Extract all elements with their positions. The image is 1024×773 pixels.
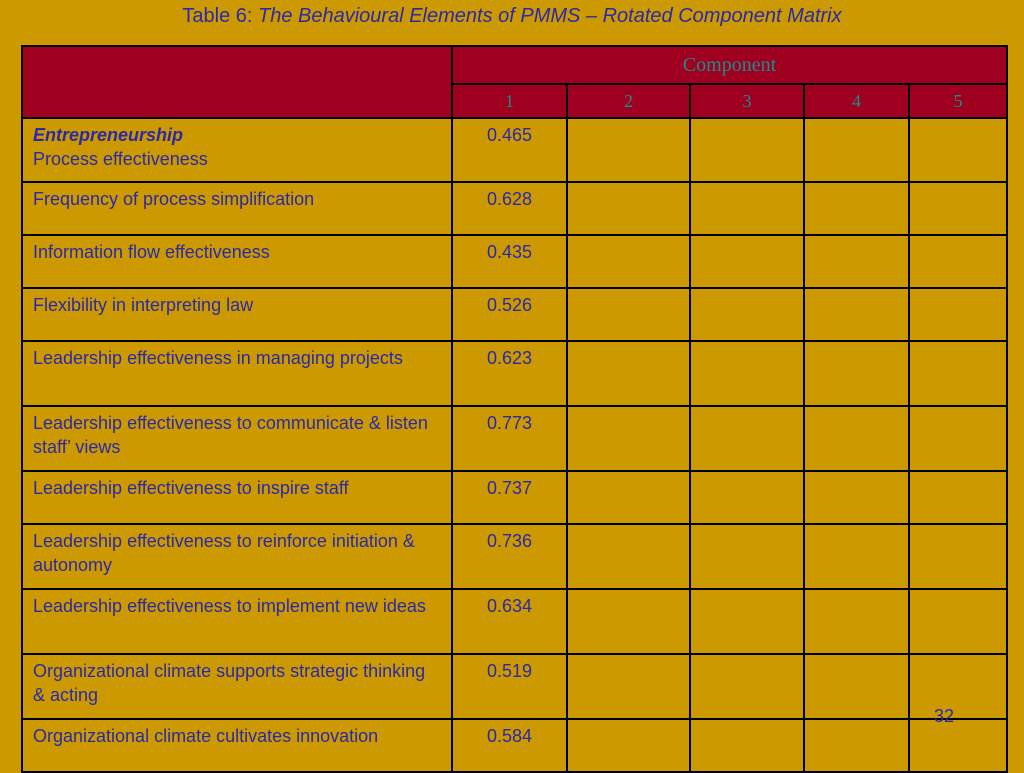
- loading-cell-component-1: [452, 182, 567, 235]
- row-label-cell: [22, 589, 452, 654]
- table-row: [22, 288, 1007, 341]
- row-label-cell: [22, 654, 452, 719]
- loading-value: 0.737: [486, 478, 533, 498]
- loading-cell-component-2: [567, 524, 690, 589]
- loading-cell-component-3: [690, 719, 804, 772]
- loading-cell-component-3: [690, 341, 804, 406]
- row-label: Process effectiveness: [33, 149, 208, 169]
- row-label-cell: [22, 235, 452, 288]
- loading-cell-component-5: [909, 654, 1007, 719]
- loading-cell-component-2: [567, 719, 690, 772]
- component-2-header: 2: [567, 84, 690, 118]
- row-label-cell: [22, 288, 452, 341]
- loading-cell-component-1: [452, 471, 567, 524]
- component-4-header: 4: [804, 84, 909, 118]
- loading-value: 0.519: [486, 661, 533, 681]
- row-label: Organizational climate cultivates innovation: [33, 726, 379, 746]
- loading-cell-component-5: [909, 341, 1007, 406]
- row-label: Leadership effectiveness in managing projects: [33, 348, 403, 368]
- loading-cell-component-4: [804, 524, 909, 589]
- row-label: Frequency of process simplification: [33, 189, 315, 209]
- loading-cell-component-2: [567, 118, 690, 182]
- table-row: [22, 118, 1007, 182]
- loading-cell-component-1: [452, 719, 567, 772]
- row-label-cell: [22, 471, 452, 524]
- loading-cell-component-5: [909, 471, 1007, 524]
- loading-cell-component-2: [567, 182, 690, 235]
- loading-cell-component-1: [452, 235, 567, 288]
- table-row: [22, 182, 1007, 235]
- loading-cell-component-5: [909, 524, 1007, 589]
- row-label-cell: [22, 524, 452, 589]
- table-row: [22, 589, 1007, 654]
- table-row: [22, 406, 1007, 471]
- row-label: Leadership effectiveness to inspire staff: [33, 478, 349, 498]
- row-label-cell: [22, 118, 452, 182]
- loading-cell-component-3: [690, 288, 804, 341]
- loading-value: 0.584: [486, 726, 533, 746]
- table-row: [22, 719, 1007, 772]
- loading-cell-component-3: [690, 524, 804, 589]
- loading-cell-component-4: [804, 288, 909, 341]
- loading-value: 0.628: [486, 189, 533, 209]
- loading-cell-component-5: [909, 182, 1007, 235]
- loading-cell-component-2: [567, 589, 690, 654]
- loading-cell-component-4: [804, 341, 909, 406]
- loading-cell-component-2: [567, 288, 690, 341]
- table-row: [22, 524, 1007, 589]
- loading-cell-component-3: [690, 235, 804, 288]
- matrix-body: [22, 118, 1007, 772]
- loading-cell-component-4: [804, 235, 909, 288]
- loading-cell-component-4: [804, 589, 909, 654]
- row-label: Flexibility in interpreting law: [33, 295, 254, 315]
- component-group-header: Component: [452, 46, 1007, 84]
- table-row: [22, 341, 1007, 406]
- header-corner-cell: [22, 46, 452, 118]
- loading-cell-component-1: [452, 654, 567, 719]
- loading-value: 0.435: [486, 242, 533, 262]
- loading-cell-component-5: [909, 235, 1007, 288]
- table-row: [22, 471, 1007, 524]
- loading-cell-component-2: [567, 235, 690, 288]
- loading-cell-component-1: [452, 589, 567, 654]
- loading-cell-component-1: [452, 288, 567, 341]
- loading-cell-component-5: [909, 719, 1007, 772]
- row-label-cell: [22, 341, 452, 406]
- loading-cell-component-4: [804, 406, 909, 471]
- loading-value: 0.623: [486, 348, 533, 368]
- loading-cell-component-4: [804, 719, 909, 772]
- loading-value: 0.773: [486, 413, 533, 433]
- loading-value: 0.634: [486, 596, 533, 616]
- header-row-group: [22, 46, 1007, 84]
- row-label-cell: [22, 406, 452, 471]
- row-label-cell: [22, 719, 452, 772]
- component-3-header: 3: [690, 84, 804, 118]
- loading-cell-component-1: [452, 118, 567, 182]
- loading-cell-component-2: [567, 341, 690, 406]
- page-number: 32: [934, 706, 955, 726]
- loading-cell-component-5: [909, 288, 1007, 341]
- row-label-cell: [22, 182, 452, 235]
- loading-cell-component-4: [804, 182, 909, 235]
- loading-cell-component-3: [690, 589, 804, 654]
- component-1-header: 1: [452, 84, 567, 118]
- section-heading: Entrepreneurship: [33, 125, 184, 145]
- title-text: The Behavioural Elements of PMMS – Rotated Component Matrix: [258, 5, 842, 27]
- row-label: Organizational climate supports strategic thinking & acting: [33, 661, 426, 705]
- slide-title: [0, 4, 1024, 28]
- loading-cell-component-3: [690, 406, 804, 471]
- loading-cell-component-5: [909, 589, 1007, 654]
- loading-cell-component-5: [909, 406, 1007, 471]
- loading-value: 0.465: [486, 125, 533, 145]
- row-label: Information flow effectiveness: [33, 242, 270, 262]
- loading-cell-component-5: [909, 118, 1007, 182]
- loading-cell-component-3: [690, 118, 804, 182]
- component-5-header: 5: [909, 84, 1007, 118]
- loading-cell-component-3: [690, 654, 804, 719]
- loading-cell-component-4: [804, 118, 909, 182]
- loading-cell-component-1: [452, 406, 567, 471]
- loading-value: 0.736: [486, 531, 533, 551]
- table-row: [22, 654, 1007, 719]
- row-label: Leadership effectiveness to reinforce initiation & autonomy: [33, 531, 415, 575]
- loading-cell-component-2: [567, 471, 690, 524]
- loading-cell-component-4: [804, 654, 909, 719]
- loading-cell-component-3: [690, 471, 804, 524]
- row-label: Leadership effectiveness to communicate & listen staff’ views: [33, 413, 428, 457]
- loading-cell-component-2: [567, 406, 690, 471]
- loading-value: 0.526: [486, 295, 533, 315]
- loading-cell-component-4: [804, 471, 909, 524]
- loading-cell-component-2: [567, 654, 690, 719]
- loading-cell-component-3: [690, 182, 804, 235]
- component-matrix-table: [21, 45, 1008, 773]
- table-row: [22, 235, 1007, 288]
- row-label: Leadership effectiveness to implement new ideas: [33, 596, 426, 616]
- title-lead: Table 6:: [182, 5, 253, 27]
- loading-cell-component-1: [452, 524, 567, 589]
- loading-cell-component-1: [452, 341, 567, 406]
